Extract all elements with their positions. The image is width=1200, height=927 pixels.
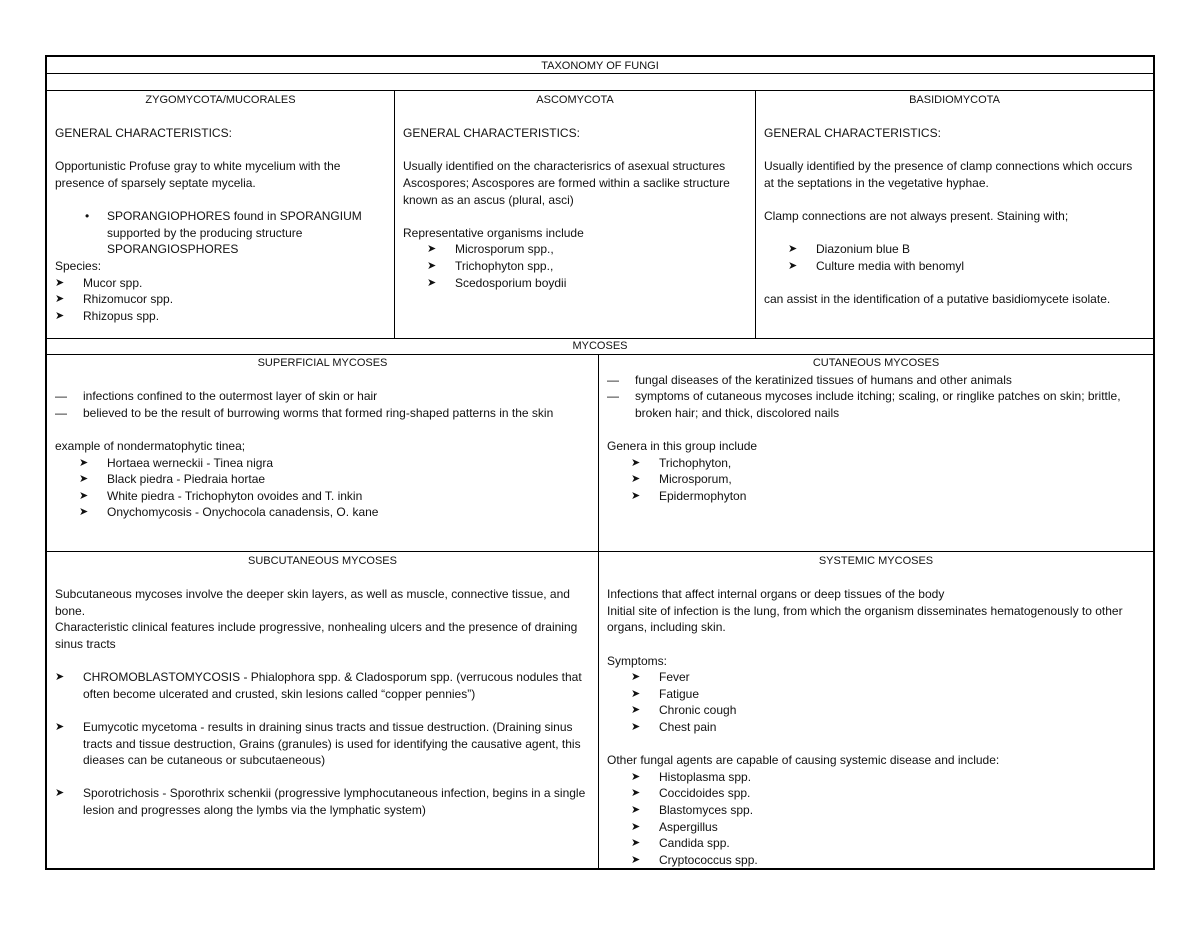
agents-label: Other fungal agents are capable of causing systemic disease and include: — [607, 753, 1000, 768]
subcutaneous-type: ➤ Eumycotic mycetoma - results in draining sinus tracts and tissue destruction. (Draining sinus tracts and tissue destruction, Grains (granules) is used for identifying the causative agent, this dieases can be cutaneous or subcutaeneous) — [55, 719, 590, 769]
cutaneous-mycoses-cell — [599, 355, 1153, 504]
row-divider — [47, 551, 1153, 552]
genus-item: ➤ Microsporum, — [607, 471, 1145, 488]
organism-item: ➤ Trichophyton spp., — [403, 258, 747, 275]
symptom-item: ➤ Chest pain — [607, 719, 1145, 736]
clamp-connections-text: Clamp connections are not always present. Staining with; — [764, 209, 1069, 224]
mycoses-title: MYCOSES — [572, 340, 628, 352]
agent-item: ➤ Coccidoides spp. — [607, 785, 1145, 802]
example-item: ➤ White piedra - Trichophyton ovoides and T. inkin — [55, 488, 590, 505]
subcutaneous-features: Characteristic clinical features include progressive, nonhealing ulcers and the presence of draining sinus tracts — [55, 620, 578, 651]
zygomycota-description: Opportunistic Profuse gray to white mycelium with the presence of sparsely septate mycelia. — [55, 159, 341, 190]
stain-item: ➤ Diazonium blue B — [764, 241, 1145, 258]
basidiomycota-header: BASIDIOMYCOTA — [909, 94, 1000, 106]
systemic-intro-2: Initial site of infection is the lung, from which the organism disseminates hematogenously to other organs, including skin. — [607, 603, 1123, 635]
example-label: example of nondermatophytic tinea; — [55, 438, 246, 453]
species-item: ➤ Rhizopus spp. — [55, 308, 386, 325]
systemic-mycoses-cell — [599, 553, 1153, 868]
general-characteristics-label: GENERAL CHARACTERISTICS: — [55, 126, 232, 141]
symptom-item: ➤ Fever — [607, 669, 1145, 686]
symptoms-label: Symptoms: — [607, 653, 668, 668]
agent-item: ➤ Candida spp. — [607, 835, 1145, 852]
basidiomycota-cell — [756, 92, 1153, 308]
organism-item: ➤ Microsporum spp., — [403, 241, 747, 258]
cutaneous-point: — fungal diseases of the keratinized tissues of humans and other animals — [607, 372, 1145, 389]
subcutaneous-type: ➤ Sporotrichosis - Sporothrix schenkii (progressive lymphocutaneous infection, begins in a single lesion and progresses along the lymbs via the lymphatic system) — [55, 785, 590, 818]
general-characteristics-label: GENERAL CHARACTERISTICS: — [403, 126, 580, 141]
basidiomycota-description: Usually identified by the presence of clamp connections which occurs at the septations in the vegetative hyphae. — [764, 159, 1133, 190]
superficial-mycoses-cell — [47, 355, 598, 521]
agent-item: ➤ Histoplasma spp. — [607, 769, 1145, 786]
systemic-header: SYSTEMIC MYCOSES — [818, 555, 934, 567]
superficial-point: — believed to be the result of burrowing worms that formed ring-shaped patterns in the skin — [55, 405, 590, 422]
ascomycota-cell — [395, 92, 755, 291]
example-item: ➤ Onychomycosis - Onychocola canadensis, O. kane — [55, 504, 590, 521]
agent-item: ➤ Blastomyces spp. — [607, 802, 1145, 819]
stain-item: ➤ Culture media with benomyl — [764, 258, 1145, 275]
genera-label: Genera in this group include — [607, 438, 758, 453]
general-characteristics-label: GENERAL CHARACTERISTICS: — [764, 126, 941, 141]
cutaneous-point: — symptoms of cutaneous mycoses include itching; scaling, or ringlike patches on skin; brittle, broken hair; and thick, discolored nails — [607, 388, 1145, 421]
basidiomycota-conclusion: can assist in the identification of a putative basidiomycete isolate. — [764, 292, 1111, 307]
cutaneous-header: CUTANEOUS MYCOSES — [812, 357, 940, 369]
subcutaneous-mycoses-cell — [47, 553, 598, 819]
ascomycota-header: ASCOMYCOTA — [536, 94, 614, 106]
page-title: TAXONOMY OF FUNGI — [541, 60, 659, 72]
subcutaneous-header: SUBCUTANEOUS MYCOSES — [248, 555, 397, 567]
example-item: ➤ Hortaea werneckii - Tinea nigra — [55, 455, 590, 472]
superficial-point: — infections confined to the outermost layer of skin or hair — [55, 388, 590, 405]
example-item: ➤ Black piedra - Piedraia hortae — [55, 471, 590, 488]
systemic-intro-1: Infections that affect internal organs or deep tissues of the body — [607, 587, 945, 602]
ascomycota-description: Usually identified on the characterisrics of asexual structures Ascospores; Ascospores are formed within a saclike structure known as an ascus (plural, asci) — [403, 159, 730, 207]
species-item: ➤ Rhizomucor spp. — [55, 291, 386, 308]
sporangiophores-bullet: • SPORANGIOPHORES found in SPORANGIUM supported by the producing structure SPORANGIOSPHORES — [55, 208, 386, 258]
zygomycota-header: ZYGOMYCOTA/MUCORALES — [145, 94, 296, 106]
superficial-header: SUPERFICIAL MYCOSES — [257, 357, 388, 369]
subcutaneous-intro: Subcutaneous mycoses involve the deeper skin layers, as well as muscle, connective tissue, and bone. — [55, 587, 570, 618]
species-item: ➤ Mucor spp. — [55, 275, 386, 292]
agent-item: ➤ Cryptococcus spp. — [607, 852, 1145, 869]
row-divider — [47, 73, 1153, 74]
genus-item: ➤ Trichophyton, — [607, 455, 1145, 472]
row-divider — [47, 90, 1153, 91]
organism-item: ➤ Scedosporium boydii — [403, 275, 747, 292]
species-label: Species: — [55, 258, 102, 273]
symptom-item: ➤ Fatigue — [607, 686, 1145, 703]
genus-item: ➤ Epidermophyton — [607, 488, 1145, 505]
agent-item: ➤ Aspergillus — [607, 819, 1145, 836]
subcutaneous-type: ➤ CHROMOBLASTOMYCOSIS - Phialophora spp. & Cladosporum spp. (verrucous nodules that often become ulcerated and crusted, skin lesions called “copper pennies”) — [55, 669, 590, 702]
organisms-label: Representative organisms include — [403, 225, 584, 240]
zygomycota-cell — [47, 92, 394, 324]
symptom-item: ➤ Chronic cough — [607, 702, 1145, 719]
taxonomy-table — [45, 55, 1155, 870]
